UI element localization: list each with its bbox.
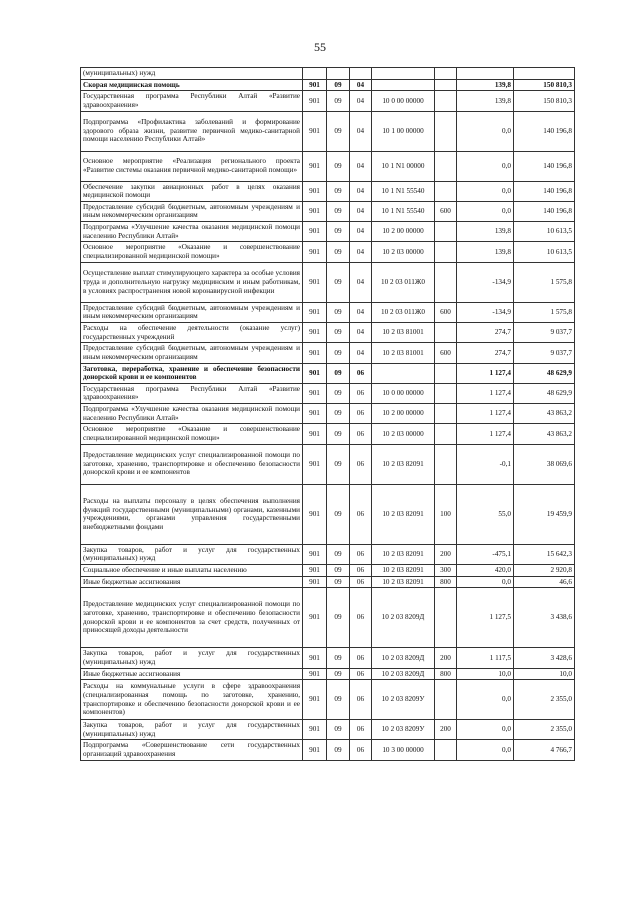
row-name: Иные бюджетные ассигнования — [81, 576, 303, 588]
row-admin-code: 901 — [303, 680, 327, 720]
row-target-article: 10 2 03 82091 — [372, 544, 435, 564]
row-total-amount: 140 196,8 — [514, 151, 575, 181]
row-change-amount: 274,7 — [457, 322, 514, 342]
row-target-article: 10 1 N1 55540 — [372, 181, 435, 201]
row-expense-type — [435, 383, 457, 403]
row-total-amount: 46,6 — [514, 576, 575, 588]
row-change-amount: 139,8 — [457, 79, 514, 91]
row-subsection-code: 04 — [350, 222, 372, 242]
row-section-code: 09 — [327, 668, 350, 680]
row-change-amount: 55,0 — [457, 484, 514, 544]
row-change-amount: 0,0 — [457, 576, 514, 588]
row-total-amount: 2 355,0 — [514, 720, 575, 740]
row-change-amount: 420,0 — [457, 564, 514, 576]
table-row — [81, 740, 575, 760]
row-change-amount: 0,0 — [457, 181, 514, 201]
row-name: Государственная программа Республики Алтай «Развитие здравоохранения» — [81, 383, 303, 403]
table-row — [81, 484, 575, 544]
row-section-code: 09 — [327, 151, 350, 181]
row-total-amount: 38 069,6 — [514, 444, 575, 484]
row-target-article: 10 2 03 81001 — [372, 322, 435, 342]
row-subsection-code: 04 — [350, 151, 372, 181]
row-total-amount: 3 428,6 — [514, 648, 575, 668]
row-expense-type — [435, 588, 457, 648]
table-row — [81, 91, 575, 111]
row-name: Заготовка, переработка, хранение и обеспечение безопасности донорской крови и ее компонентов — [81, 363, 303, 383]
row-section-code: 09 — [327, 484, 350, 544]
row-subsection-code: 06 — [350, 484, 372, 544]
row-admin-code: 901 — [303, 201, 327, 221]
table-row — [81, 383, 575, 403]
row-change-amount: 1 127,4 — [457, 363, 514, 383]
row-target-article: 10 1 00 00000 — [372, 111, 435, 151]
row-change-amount: -134,9 — [457, 302, 514, 322]
row-total-amount: 43 863,2 — [514, 424, 575, 444]
row-admin-code: 901 — [303, 79, 327, 91]
row-section-code: 09 — [327, 740, 350, 760]
row-total-amount — [514, 68, 575, 80]
row-subsection-code: 06 — [350, 444, 372, 484]
row-change-amount: 139,8 — [457, 222, 514, 242]
row-change-amount: 0,0 — [457, 111, 514, 151]
row-admin-code: 901 — [303, 262, 327, 302]
table-body — [81, 68, 575, 761]
row-subsection-code — [350, 68, 372, 80]
row-subsection-code: 04 — [350, 111, 372, 151]
table-row — [81, 343, 575, 363]
row-expense-type — [435, 91, 457, 111]
row-expense-type: 100 — [435, 484, 457, 544]
row-name: Подпрограмма «Совершенствование сети государственных организаций здравоохранения — [81, 740, 303, 760]
table-row — [81, 322, 575, 342]
row-subsection-code: 06 — [350, 544, 372, 564]
row-subsection-code: 06 — [350, 564, 372, 576]
row-total-amount: 140 196,8 — [514, 181, 575, 201]
table-row — [81, 222, 575, 242]
row-target-article: 10 2 03 00000 — [372, 424, 435, 444]
row-admin-code: 901 — [303, 242, 327, 262]
table-row — [81, 302, 575, 322]
row-admin-code: 901 — [303, 363, 327, 383]
row-target-article — [372, 68, 435, 80]
row-change-amount: 0,0 — [457, 720, 514, 740]
row-subsection-code: 06 — [350, 576, 372, 588]
row-name: Обеспечение закупки авиационных работ в целях оказания медицинской помощи — [81, 181, 303, 201]
row-name: Расходы на выплаты персоналу в целях обеспечения выполнения функций государственными (муниципальными) органами, казенными учреждениями, органами управления государственными внебюджетными фондами — [81, 484, 303, 544]
row-name: Закупка товаров, работ и услуг для государственных (муниципальных) нужд — [81, 720, 303, 740]
row-expense-type — [435, 444, 457, 484]
row-expense-type — [435, 740, 457, 760]
row-name: Иные бюджетные ассигнования — [81, 668, 303, 680]
table-row — [81, 588, 575, 648]
row-total-amount: 9 037,7 — [514, 343, 575, 363]
row-name: Расходы на обеспечение деятельности (оказание услуг) государственных учреждений — [81, 322, 303, 342]
row-subsection-code: 06 — [350, 383, 372, 403]
row-target-article: 10 2 03 8209Д — [372, 668, 435, 680]
row-total-amount: 9 037,7 — [514, 322, 575, 342]
row-target-article — [372, 363, 435, 383]
row-target-article: 10 0 00 00000 — [372, 91, 435, 111]
table-row — [81, 680, 575, 720]
row-admin-code: 901 — [303, 302, 327, 322]
row-section-code: 09 — [327, 343, 350, 363]
row-section-code: 09 — [327, 79, 350, 91]
row-admin-code: 901 — [303, 222, 327, 242]
row-expense-type — [435, 424, 457, 444]
row-admin-code: 901 — [303, 648, 327, 668]
row-expense-type — [435, 322, 457, 342]
row-section-code: 09 — [327, 544, 350, 564]
row-section-code: 09 — [327, 91, 350, 111]
table-row — [81, 111, 575, 151]
row-change-amount: 1 127,4 — [457, 424, 514, 444]
row-expense-type — [435, 262, 457, 302]
row-name: Осуществление выплат стимулирующего характера за особые условия труда и дополнительную нагрузку медицинским и иным работникам, в условиях распространения новой коронавирусной инфекции — [81, 262, 303, 302]
row-expense-type: 200 — [435, 720, 457, 740]
row-total-amount: 140 196,8 — [514, 111, 575, 151]
row-admin-code: 901 — [303, 91, 327, 111]
row-admin-code: 901 — [303, 544, 327, 564]
table-row — [81, 648, 575, 668]
row-change-amount: -475,1 — [457, 544, 514, 564]
row-target-article: 10 2 03 82091 — [372, 444, 435, 484]
table-row — [81, 444, 575, 484]
row-admin-code: 901 — [303, 576, 327, 588]
row-total-amount: 1 575,8 — [514, 302, 575, 322]
row-name: Подпрограмма «Улучшение качества оказания медицинской помощи населению Республики Алтай» — [81, 404, 303, 424]
row-change-amount: 10,0 — [457, 668, 514, 680]
row-admin-code: 901 — [303, 720, 327, 740]
row-target-article: 10 2 03 82091 — [372, 564, 435, 576]
row-change-amount: 1 127,4 — [457, 383, 514, 403]
row-subsection-code: 04 — [350, 262, 372, 302]
row-target-article: 10 2 03 8209У — [372, 720, 435, 740]
row-change-amount: 139,8 — [457, 91, 514, 111]
table-row — [81, 668, 575, 680]
row-target-article: 10 0 00 00000 — [372, 383, 435, 403]
row-section-code: 09 — [327, 111, 350, 151]
table-row — [81, 720, 575, 740]
row-name: Государственная программа Республики Алтай «Развитие здравоохранения» — [81, 91, 303, 111]
row-admin-code: 901 — [303, 444, 327, 484]
row-section-code: 09 — [327, 588, 350, 648]
row-target-article: 10 2 03 8209У — [372, 680, 435, 720]
row-change-amount: -134,9 — [457, 262, 514, 302]
row-section-code: 09 — [327, 680, 350, 720]
row-section-code: 09 — [327, 201, 350, 221]
row-admin-code: 901 — [303, 564, 327, 576]
table-row — [81, 242, 575, 262]
row-subsection-code: 04 — [350, 201, 372, 221]
row-target-article: 10 2 03 82091 — [372, 484, 435, 544]
table-row — [81, 544, 575, 564]
row-change-amount: 1 127,4 — [457, 404, 514, 424]
row-subsection-code: 04 — [350, 181, 372, 201]
row-expense-type — [435, 68, 457, 80]
table-row — [81, 68, 575, 80]
row-subsection-code: 06 — [350, 680, 372, 720]
row-expense-type: 800 — [435, 668, 457, 680]
row-admin-code — [303, 68, 327, 80]
row-subsection-code: 06 — [350, 668, 372, 680]
table-row — [81, 79, 575, 91]
row-section-code: 09 — [327, 302, 350, 322]
row-name: Социальное обеспечение и иные выплаты населению — [81, 564, 303, 576]
row-total-amount: 48 629,9 — [514, 363, 575, 383]
row-admin-code: 901 — [303, 668, 327, 680]
row-section-code: 09 — [327, 404, 350, 424]
table-row — [81, 576, 575, 588]
row-subsection-code: 04 — [350, 343, 372, 363]
table-row — [81, 404, 575, 424]
row-expense-type — [435, 242, 457, 262]
row-section-code: 09 — [327, 720, 350, 740]
row-subsection-code: 04 — [350, 322, 372, 342]
row-expense-type: 600 — [435, 343, 457, 363]
row-total-amount: 43 863,2 — [514, 404, 575, 424]
row-expense-type: 600 — [435, 302, 457, 322]
row-admin-code: 901 — [303, 424, 327, 444]
row-name: Расходы на коммунальные услуги в сфере здравоохранения (специализированная помощь по заготовке, хранению, транспортировке и обеспечению безопасности донорской крови и ее компонентов) — [81, 680, 303, 720]
row-target-article: 10 2 00 00000 — [372, 404, 435, 424]
row-admin-code: 901 — [303, 111, 327, 151]
row-expense-type — [435, 680, 457, 720]
row-total-amount: 4 766,7 — [514, 740, 575, 760]
row-expense-type: 200 — [435, 648, 457, 668]
table-row — [81, 201, 575, 221]
row-name: Предоставление медицинских услуг специализированной помощи по заготовке, хранению, транспортировке и обеспечению безопасности донорской крови и ее компонентов за счет средств, полученных от приносящей доходы деятельности — [81, 588, 303, 648]
row-expense-type — [435, 151, 457, 181]
row-target-article: 10 3 00 00000 — [372, 740, 435, 760]
row-section-code: 09 — [327, 564, 350, 576]
row-name: Основное мероприятие «Оказание и совершенствование специализированной медицинской помощи» — [81, 424, 303, 444]
row-change-amount: -0,1 — [457, 444, 514, 484]
row-name: Предоставление субсидий бюджетным, автономным учреждениям и иным некоммерческим организациям — [81, 343, 303, 363]
row-admin-code: 901 — [303, 181, 327, 201]
row-name: Основное мероприятие «Оказание и совершенствование специализированной медицинской помощи» — [81, 242, 303, 262]
row-change-amount: 1 127,5 — [457, 588, 514, 648]
row-target-article: 10 1 N1 55540 — [372, 201, 435, 221]
row-section-code: 09 — [327, 322, 350, 342]
row-total-amount: 15 642,3 — [514, 544, 575, 564]
row-change-amount: 1 117,5 — [457, 648, 514, 668]
row-admin-code: 901 — [303, 383, 327, 403]
row-target-article — [372, 79, 435, 91]
row-name: (муниципальных) нужд — [81, 68, 303, 80]
row-subsection-code: 04 — [350, 79, 372, 91]
row-target-article: 10 2 03 00000 — [372, 242, 435, 262]
row-subsection-code: 04 — [350, 91, 372, 111]
row-subsection-code: 06 — [350, 424, 372, 444]
row-target-article: 10 2 03 81001 — [372, 343, 435, 363]
row-total-amount: 48 629,9 — [514, 383, 575, 403]
row-admin-code: 901 — [303, 404, 327, 424]
row-total-amount: 10 613,5 — [514, 242, 575, 262]
row-admin-code: 901 — [303, 740, 327, 760]
row-subsection-code: 06 — [350, 740, 372, 760]
row-target-article: 10 2 03 8209Д — [372, 648, 435, 668]
row-total-amount: 150 810,3 — [514, 79, 575, 91]
row-name: Предоставление субсидий бюджетным, автономным учреждениям и иным некоммерческим организациям — [81, 201, 303, 221]
row-expense-type: 600 — [435, 201, 457, 221]
budget-table — [80, 67, 575, 761]
row-total-amount: 3 438,6 — [514, 588, 575, 648]
row-admin-code: 901 — [303, 343, 327, 363]
row-change-amount — [457, 68, 514, 80]
row-total-amount: 140 196,8 — [514, 201, 575, 221]
row-total-amount: 2 355,0 — [514, 680, 575, 720]
row-total-amount: 2 920,8 — [514, 564, 575, 576]
row-total-amount: 150 810,3 — [514, 91, 575, 111]
row-change-amount: 274,7 — [457, 343, 514, 363]
row-section-code: 09 — [327, 262, 350, 302]
row-section-code: 09 — [327, 242, 350, 262]
row-total-amount: 10 613,5 — [514, 222, 575, 242]
row-change-amount: 0,0 — [457, 680, 514, 720]
row-total-amount: 19 459,9 — [514, 484, 575, 544]
row-admin-code: 901 — [303, 588, 327, 648]
row-section-code: 09 — [327, 424, 350, 444]
row-target-article: 10 2 00 00000 — [372, 222, 435, 242]
row-target-article: 10 1 N1 00000 — [372, 151, 435, 181]
row-subsection-code: 04 — [350, 242, 372, 262]
row-target-article: 10 2 03 011Ж0 — [372, 302, 435, 322]
row-total-amount: 1 575,8 — [514, 262, 575, 302]
row-section-code: 09 — [327, 222, 350, 242]
row-total-amount: 10,0 — [514, 668, 575, 680]
row-change-amount: 0,0 — [457, 151, 514, 181]
row-section-code: 09 — [327, 383, 350, 403]
table-row — [81, 424, 575, 444]
table-row — [81, 181, 575, 201]
row-target-article: 10 2 03 011Ж0 — [372, 262, 435, 302]
row-subsection-code: 06 — [350, 720, 372, 740]
row-expense-type — [435, 404, 457, 424]
row-section-code: 09 — [327, 576, 350, 588]
row-expense-type — [435, 181, 457, 201]
row-change-amount: 0,0 — [457, 740, 514, 760]
row-admin-code: 901 — [303, 484, 327, 544]
table-row — [81, 262, 575, 302]
row-name: Предоставление субсидий бюджетным, автономным учреждениям и иным некоммерческим организациям — [81, 302, 303, 322]
row-section-code: 09 — [327, 363, 350, 383]
row-name: Подпрограмма «Профилактика заболеваний и формирование здорового образа жизни, развитие первичной медико-санитарной помощи населению Республики Алтай» — [81, 111, 303, 151]
row-subsection-code: 04 — [350, 302, 372, 322]
row-name: Подпрограмма «Улучшение качества оказания медицинской помощи населению Республики Алтай» — [81, 222, 303, 242]
row-subsection-code: 06 — [350, 404, 372, 424]
row-admin-code: 901 — [303, 322, 327, 342]
row-expense-type: 200 — [435, 544, 457, 564]
row-section-code: 09 — [327, 444, 350, 484]
row-subsection-code: 06 — [350, 648, 372, 668]
row-target-article: 10 2 03 8209Д — [372, 588, 435, 648]
row-expense-type: 300 — [435, 564, 457, 576]
row-name: Закупка товаров, работ и услуг для государственных (муниципальных) нужд — [81, 648, 303, 668]
row-expense-type — [435, 363, 457, 383]
row-name: Скорая медицинская помощь — [81, 79, 303, 91]
row-name: Основное мероприятие «Реализация регионального проекта «Развитие системы оказания первичной медико-санитарной помощи» — [81, 151, 303, 181]
row-section-code: 09 — [327, 181, 350, 201]
row-subsection-code: 06 — [350, 363, 372, 383]
row-target-article: 10 2 03 82091 — [372, 576, 435, 588]
page-number: 55 — [314, 40, 326, 54]
row-change-amount: 139,8 — [457, 242, 514, 262]
row-name: Закупка товаров, работ и услуг для государственных (муниципальных) нужд — [81, 544, 303, 564]
row-subsection-code: 06 — [350, 588, 372, 648]
row-change-amount: 0,0 — [457, 201, 514, 221]
row-expense-type — [435, 111, 457, 151]
row-section-code — [327, 68, 350, 80]
table-row — [81, 564, 575, 576]
row-expense-type: 800 — [435, 576, 457, 588]
row-admin-code: 901 — [303, 151, 327, 181]
row-expense-type — [435, 79, 457, 91]
table-row — [81, 151, 575, 181]
row-expense-type — [435, 222, 457, 242]
row-section-code: 09 — [327, 648, 350, 668]
table-row — [81, 363, 575, 383]
row-name: Предоставление медицинских услуг специализированной помощи по заготовке, хранению, транспортировке и обеспечению безопасности донорской крови и ее компонентов — [81, 444, 303, 484]
